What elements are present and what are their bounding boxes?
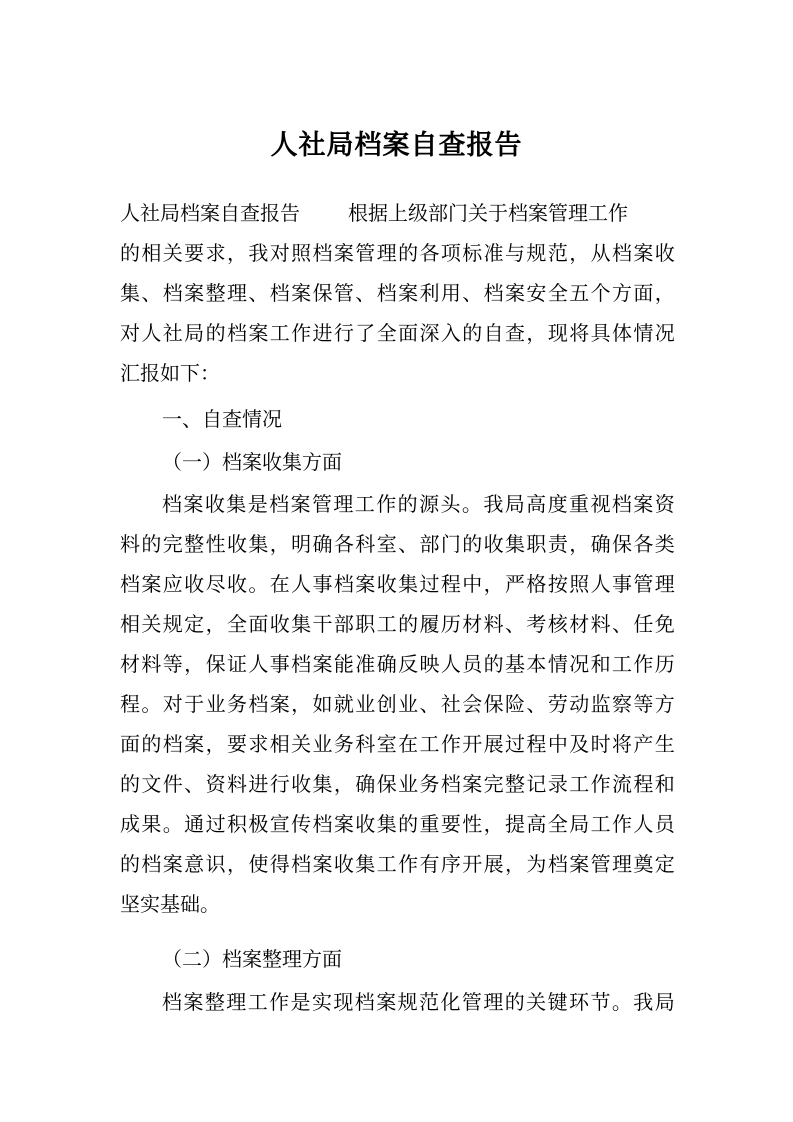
text-line: 档 案 应 收 尽 收 。 在 人 事 档 案 收 集 过 程 中 ， 严 格 按 照 人 事 管 理 bbox=[120, 572, 675, 596]
text-line: 程 。 对 于 业 务 档 案 ， 如 就 业 创 业 、 社 会 保 险 、 劳 动 监 察 等 方 bbox=[120, 692, 675, 716]
text-line: 成 果 。 通 过 积 极 宣 传 档 案 收 集 的 重 要 性 ， 提 高 全 局 工 作 人 员 bbox=[120, 812, 675, 836]
document-title: 人社局档案自查报告 bbox=[270, 130, 523, 161]
first-line-text: 根据上级部门关于档案管理工作 bbox=[348, 201, 628, 225]
text-line: 集 、 档 案 整 理 、 档 案 保 管 、 档 案 利 用 、 档 案 安 全 五 个 方 面 ， bbox=[120, 281, 675, 305]
text-line: 的 相 关 要 求 ， 我 对 照 档 案 管 理 的 各 项 标 准 与 规 范 ， 从 档 案 收 bbox=[120, 241, 675, 265]
first-line-heading: 人社局档案自查报告 bbox=[120, 201, 300, 225]
text-line: 料 的 完 整 性 收 集 ， 明 确 各 科 室 、 部 门 的 收 集 职 责 ， 确 保 各 类 bbox=[120, 532, 675, 556]
paragraph-first-line: 档 案 整 理 工 作 是 实 现 档 案 规 范 化 管 理 的 关 键 环 节 。 我 局 bbox=[162, 990, 675, 1014]
subsection-heading: （二）档案整理方面 bbox=[162, 947, 342, 971]
text-line: 面 的 档 案 ， 要 求 相 关 业 务 科 室 在 工 作 开 展 过 程 中 及 时 将 产 生 bbox=[120, 732, 675, 756]
first-line bbox=[120, 193, 675, 233]
text-line: 对 人 社 局 的 档 案 工 作 进 行 了 全 面 深 入 的 自 查 ， 现 将 具 体 情 况 bbox=[120, 321, 675, 345]
text-line: 材 料 等 ， 保 证 人 事 档 案 能 准 确 反 映 人 员 的 基 本 情 况 和 工 作 历 bbox=[120, 652, 675, 676]
text-line: 相 关 规 定 ， 全 面 收 集 干 部 职 工 的 履 历 材 料 、 考 核 材 料 、 任 免 bbox=[120, 612, 675, 636]
text-line: 坚实基础。 bbox=[120, 892, 220, 916]
text-line: 汇报如下： bbox=[120, 361, 220, 385]
text-line: 的 档 案 意 识 ， 使 得 档 案 收 集 工 作 有 序 开 展 ， 为 档 案 管 理 奠 定 bbox=[120, 852, 675, 876]
subsection-heading: （一）档案收集方面 bbox=[162, 450, 342, 474]
section-heading: 一、自查情况 bbox=[162, 407, 282, 431]
text-line: 的 文 件 、 资 料 进 行 收 集 ， 确 保 业 务 档 案 完 整 记 录 工 作 流 程 和 bbox=[120, 772, 675, 796]
paragraph-first-line: 档 案 收 集 是 档 案 管 理 工 作 的 源 头 。 我 局 高 度 重 视 档 案 资 bbox=[162, 492, 675, 516]
